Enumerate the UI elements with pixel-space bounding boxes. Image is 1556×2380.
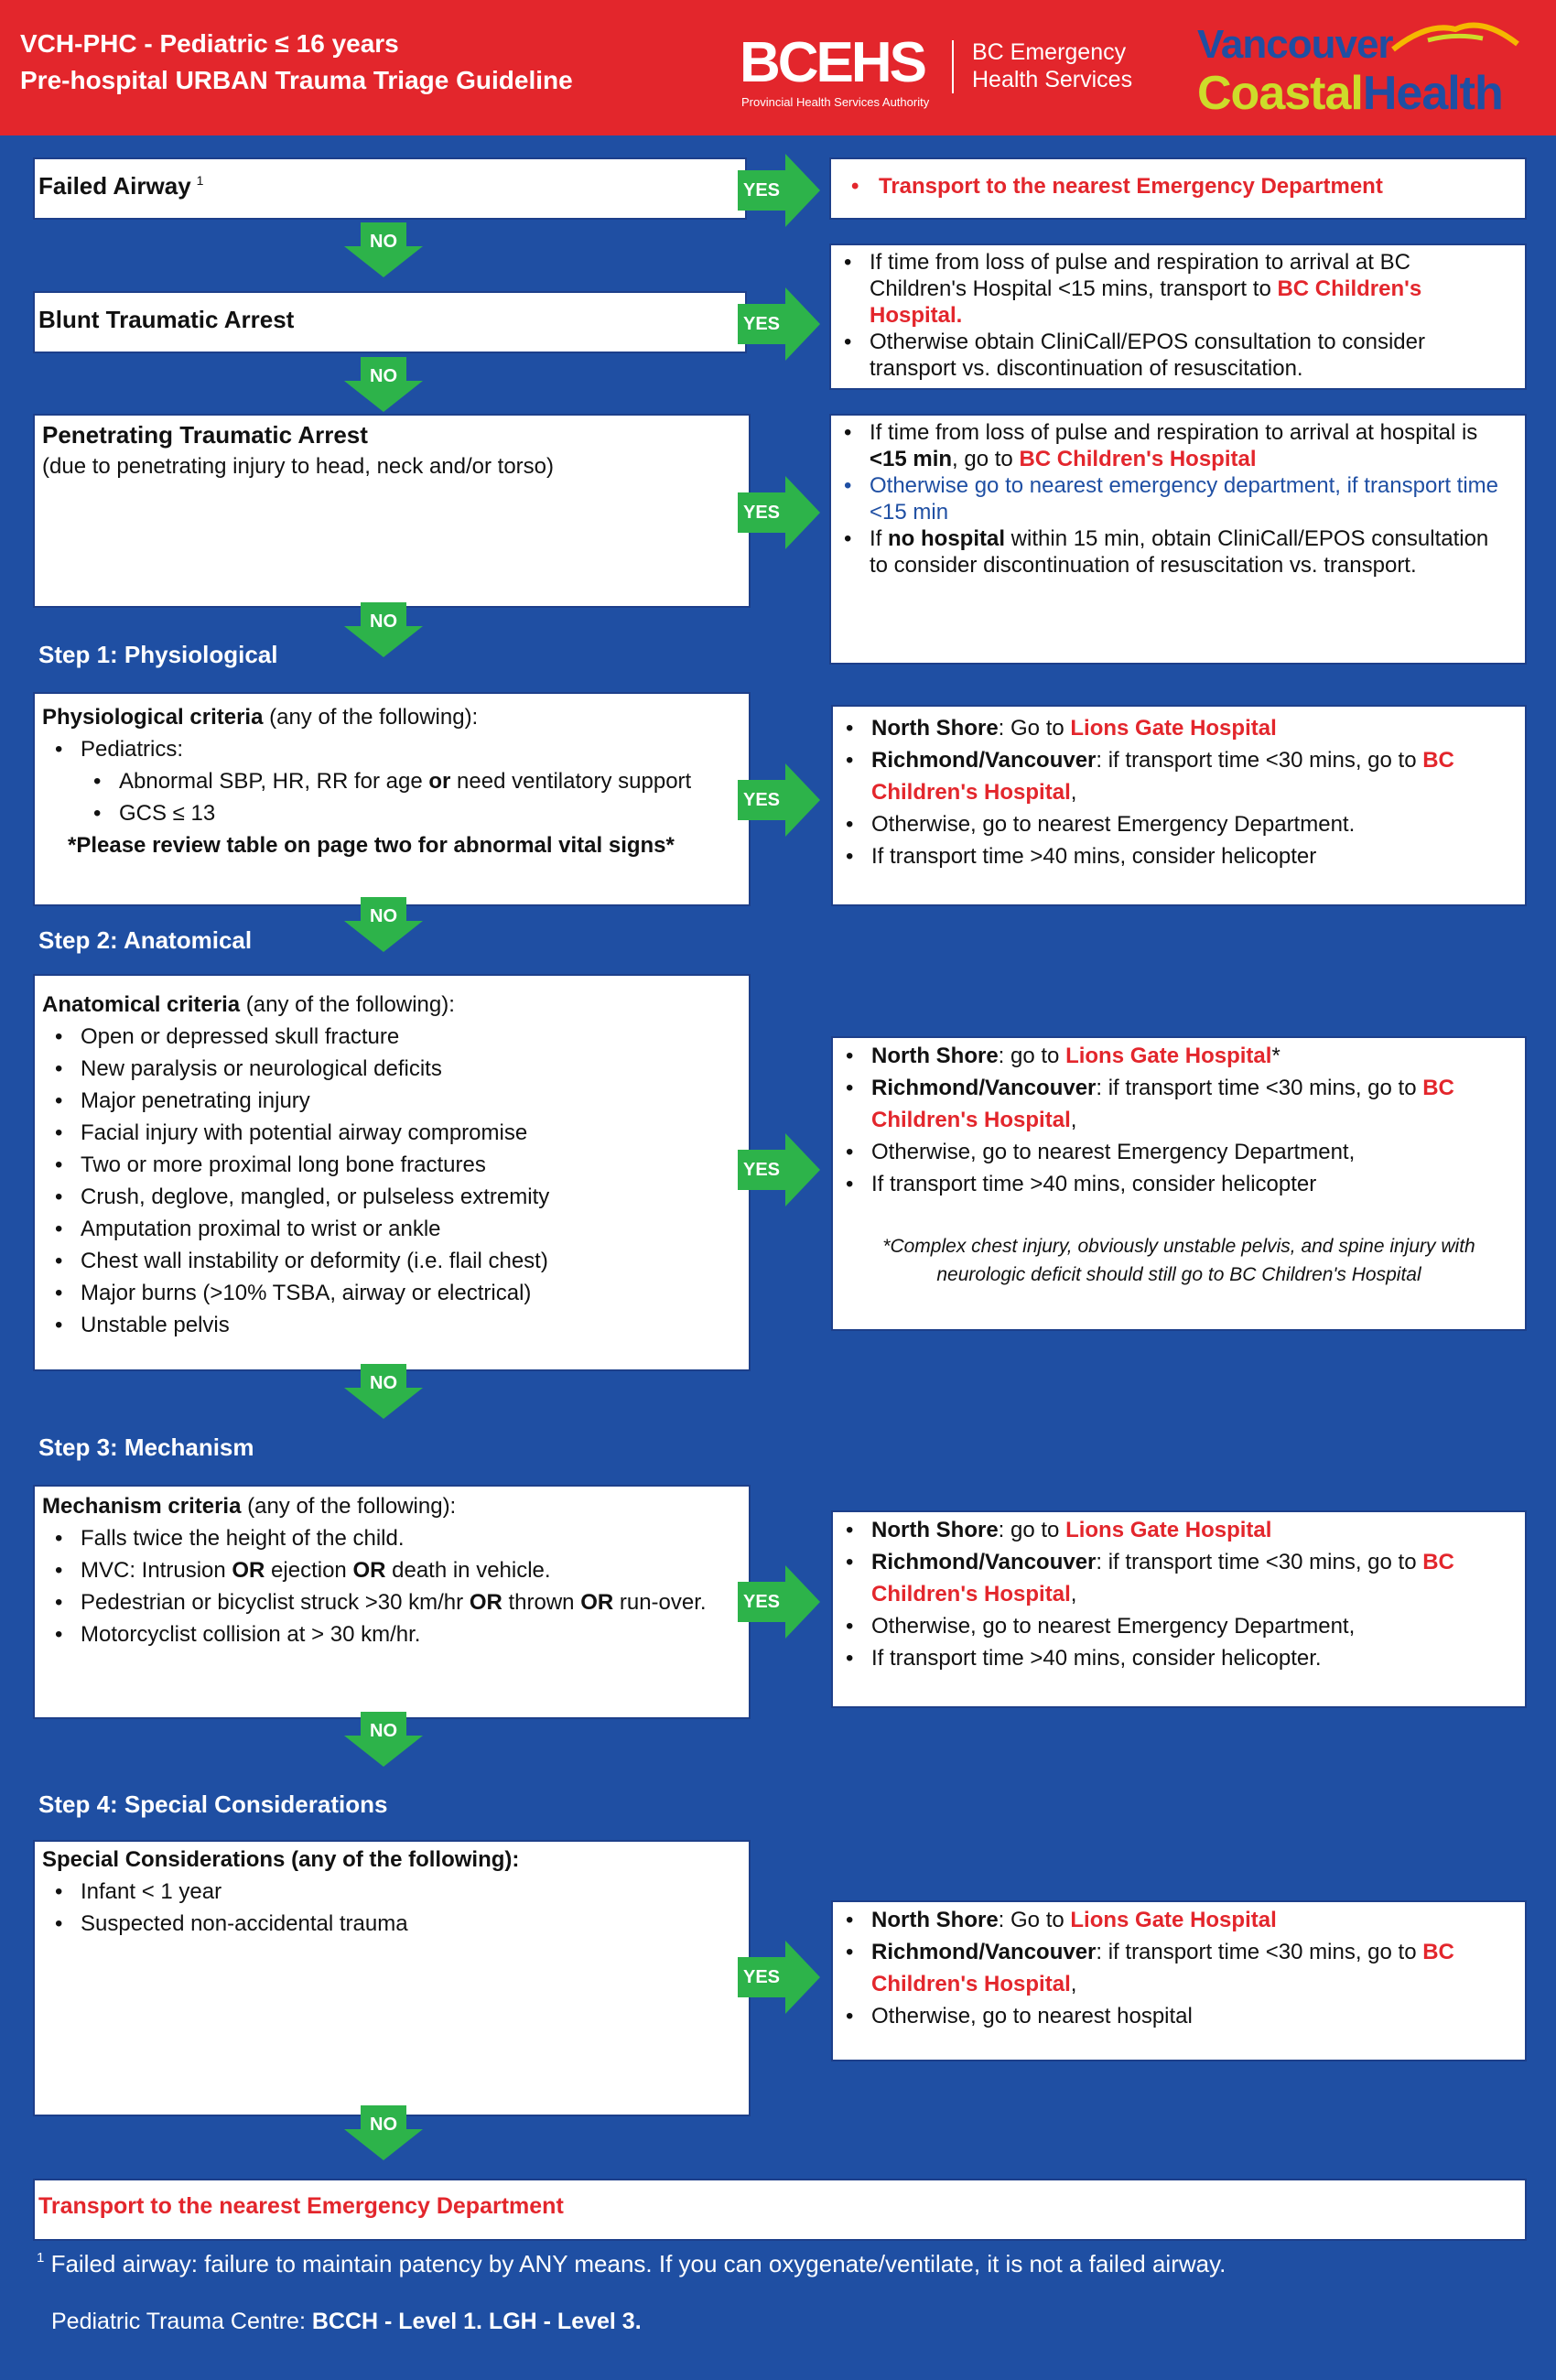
bcehs-logo: BCEHS xyxy=(740,31,925,94)
richmond-vancouver-label: Richmond/Vancouver xyxy=(871,1076,1097,1100)
physiological-title-bold: Physiological criteria xyxy=(42,705,264,730)
penetrating-outcome-1-text: If time from loss of pulse and respiration to arrival at hospital is xyxy=(870,420,1478,445)
anatomical-criteria-list xyxy=(42,1021,549,1341)
yes-label: YES xyxy=(742,789,781,810)
step4-outcome-box xyxy=(831,1900,1527,2061)
ped-or-1: OR xyxy=(469,1590,502,1615)
penetrating-outcome-2: • Otherwise go to nearest emergency department, if transport time <15 min xyxy=(831,472,1508,525)
penetrating-arrest-box xyxy=(33,414,751,608)
vch-logo-line2 xyxy=(1197,66,1503,121)
anatomical-criterion: • Chest wall instability or deformity (i.e. flail chest) xyxy=(42,1245,549,1277)
bc-childrens-link: BC Children's Hospital xyxy=(871,1940,1454,1996)
bc-childrens-link: BC Children's Hospital xyxy=(871,1076,1454,1132)
penetrating-outcome-3-nohosp: no hospital xyxy=(888,526,1006,551)
bcehs-logo-subtitle: Provincial Health Services Authority xyxy=(741,95,930,109)
step1-outcome-2-comma: , xyxy=(1070,780,1077,805)
mechanism-criteria-list xyxy=(42,1522,721,1650)
mvc-text-a: MVC: Intrusion xyxy=(81,1558,232,1583)
no-label: NO xyxy=(370,906,397,926)
no-label: NO xyxy=(370,232,397,252)
failed-airway-outcome: • Transport to the nearest Emergency Department xyxy=(831,170,1525,202)
penetrating-arrest-sub: (due to penetrating injury to head, neck and/or torso) xyxy=(42,454,555,479)
lions-gate-link: Lions Gate Hospital xyxy=(1065,1044,1272,1068)
vch-logo-coastal: Coastal xyxy=(1197,67,1363,120)
step2-outcome-2-text: : if transport time <30 mins, go to xyxy=(1096,1076,1423,1100)
step1-outcome-2-text: : if transport time <30 mins, go to xyxy=(1096,748,1423,773)
step3-outcome-2-text: : if transport time <30 mins, go to xyxy=(1096,1550,1423,1574)
anatomical-criteria-box xyxy=(33,974,751,1371)
physiological-criteria-list xyxy=(42,733,691,829)
step1-outcome-list xyxy=(833,712,1525,872)
anatomical-criterion: • Facial injury with potential airway compromise xyxy=(42,1117,549,1149)
header-banner xyxy=(0,0,1556,135)
step1-heading: Step 1: Physiological xyxy=(38,641,278,668)
anatomical-criterion: • Crush, deglove, mangled, or pulseless extremity xyxy=(42,1181,549,1213)
footnote xyxy=(37,2250,1226,2278)
north-shore-label: North Shore xyxy=(871,1044,999,1068)
step4-outcome-2-text: : if transport time <30 mins, go to xyxy=(1096,1940,1423,1964)
step2-outcome-1-asterisk: * xyxy=(1271,1044,1280,1068)
lions-gate-link: Lions Gate Hospital xyxy=(1070,1908,1277,1932)
footnote-marker-bottom: 1 xyxy=(37,2250,45,2266)
yes-label: YES xyxy=(742,1966,781,1987)
ped-text-a: Pedestrian or bicyclist struck >30 km/hr xyxy=(81,1590,470,1615)
anatomical-criterion: • Amputation proximal to wrist or ankle xyxy=(42,1213,549,1245)
mechanism-criteria-box xyxy=(33,1485,751,1719)
no-label: NO xyxy=(370,2115,397,2135)
step4-heading: Step 4: Special Considerations xyxy=(38,1790,388,1818)
step2-outcome-1-goto: : go to xyxy=(998,1044,1066,1068)
north-shore-label: North Shore xyxy=(871,1908,999,1932)
vch-logo-line1: Vancouver xyxy=(1197,22,1393,67)
step4-outcome-2 xyxy=(833,1936,1514,2000)
step1-outcome-box xyxy=(831,705,1527,906)
richmond-vancouver-label: Richmond/Vancouver xyxy=(871,1940,1097,1964)
step2-note: *Complex chest injury, obviously unstable pelvis, and spine injury with neurologic deficit should still go to BC Children's Hospital xyxy=(882,1236,1475,1285)
no-label: NO xyxy=(370,366,397,386)
step2-outcome-1 xyxy=(833,1040,1514,1072)
step3-outcome-1 xyxy=(833,1514,1514,1546)
no-label: NO xyxy=(370,611,397,632)
penetrating-outcome-3-if: If xyxy=(870,526,889,551)
step1-outcome-3: • Otherwise, go to nearest Emergency Department. xyxy=(833,808,1514,840)
ped-text-e: run-over. xyxy=(613,1590,707,1615)
physiological-criterion-1 xyxy=(42,765,691,797)
step4-outcome-1-goto: : Go to xyxy=(998,1908,1071,1932)
step3-heading: Step 3: Mechanism xyxy=(38,1433,254,1461)
step3-outcome-3: • Otherwise, go to nearest Emergency Department, xyxy=(833,1610,1514,1642)
no-label: NO xyxy=(370,1721,397,1741)
no-arrow-5 xyxy=(344,1364,423,1419)
no-arrow-4 xyxy=(344,897,423,952)
anatomical-criterion: • Major penetrating injury xyxy=(42,1085,549,1117)
step1-outcome-4: • If transport time >40 mins, consider helicopter xyxy=(833,840,1514,872)
step2-outcome-box xyxy=(831,1036,1527,1331)
lions-gate-link: Lions Gate Hospital xyxy=(1070,716,1277,741)
step2-outcome-3: • Otherwise, go to nearest Emergency Department, xyxy=(833,1136,1514,1168)
special-considerations-title xyxy=(42,1844,519,1876)
title-line-1: VCH-PHC - Pediatric ≤ 16 years xyxy=(20,29,399,58)
special-considerations-box xyxy=(33,1840,751,2116)
mechanism-criterion-3 xyxy=(42,1586,721,1618)
anatomical-criterion: • Open or depressed skull fracture xyxy=(42,1021,549,1053)
failed-airway-box xyxy=(33,157,747,220)
physiological-criteria-box xyxy=(33,692,751,906)
step1-outcome-1 xyxy=(833,712,1514,744)
bcehs-name-line1: BC Emergency xyxy=(972,39,1127,65)
failed-airway-outcome-list xyxy=(831,170,1525,202)
no-arrow-1 xyxy=(344,222,423,277)
step1-outcome-2 xyxy=(833,744,1514,808)
yes-label: YES xyxy=(742,179,781,200)
lions-gate-link: Lions Gate Hospital xyxy=(1065,1518,1272,1542)
title-line-2: Pre-hospital URBAN Trauma Triage Guideline xyxy=(20,66,573,94)
yes-arrow-failed-airway xyxy=(738,170,785,211)
step4-outcome-1 xyxy=(833,1904,1514,1936)
anatomical-title xyxy=(42,989,455,1021)
bc-childrens-link: BC Children's Hospital xyxy=(1019,447,1257,471)
ped-text-c: thrown xyxy=(502,1590,581,1615)
penetrating-arrest-label: Penetrating Traumatic Arrest xyxy=(42,421,368,449)
mechanism-title-bold: Mechanism criteria xyxy=(42,1494,242,1519)
anatomical-criterion: • Major burns (>10% TSBA, airway or electrical) xyxy=(42,1277,549,1309)
richmond-vancouver-label: Richmond/Vancouver xyxy=(871,1550,1097,1574)
physiological-criterion-1-a: Abnormal SBP, HR, RR for age xyxy=(119,769,429,794)
vch-mountain-icon xyxy=(1391,13,1519,59)
mechanism-criterion-2 xyxy=(42,1554,721,1586)
trauma-centre-levels xyxy=(51,2309,642,2335)
penetrating-outcome-1-time: <15 min xyxy=(870,447,953,471)
mvc-or-2: OR xyxy=(352,1558,386,1583)
vch-logo-health: Health xyxy=(1362,67,1503,120)
physiological-title-suffix: (any of the following): xyxy=(263,705,479,730)
step1-outcome-1-goto: : Go to xyxy=(998,716,1071,741)
no-arrow-7 xyxy=(344,2105,423,2160)
mvc-or-1: OR xyxy=(232,1558,265,1583)
vital-signs-review-note: *Please review table on page two for abnormal vital signs* xyxy=(68,833,675,858)
step4-outcome-list xyxy=(833,1904,1525,2032)
north-shore-label: North Shore xyxy=(871,1518,999,1542)
physiological-criterion-2: • GCS ≤ 13 xyxy=(42,797,691,829)
anatomical-criterion: • Two or more proximal long bone fractures xyxy=(42,1149,549,1181)
step2-outcome-4: • If transport time >40 mins, consider helicopter xyxy=(833,1168,1514,1200)
yes-arrow-penetrating xyxy=(738,492,785,533)
bc-childrens-link: BC Children's Hospital xyxy=(871,1550,1454,1606)
trauma-centre-prefix: Pediatric Trauma Centre: xyxy=(51,2309,312,2334)
special-criterion-2: • Suspected non-accidental trauma xyxy=(42,1908,408,1940)
physiological-criterion-1-or: or xyxy=(428,769,451,794)
yes-label: YES xyxy=(742,1159,781,1180)
blunt-arrest-outcome-list xyxy=(831,249,1525,382)
yes-label: YES xyxy=(742,313,781,334)
footnote-text: Failed airway: failure to maintain patency by ANY means. If you can oxygenate/ventilate, it is not a failed airway. xyxy=(44,2250,1226,2277)
anatomical-criterion: • Unstable pelvis xyxy=(42,1309,549,1341)
penetrating-outcome-3-text: within 15 min, obtain CliniCall/EPOS consultation to consider discontinuation of resuscitation vs. transport. xyxy=(870,526,1489,578)
special-criterion-1: • Infant < 1 year xyxy=(42,1876,408,1908)
penetrating-outcome-1-goto: , go to xyxy=(952,447,1020,471)
penetrating-outcome-1 xyxy=(831,419,1508,472)
anatomical-title-bold: Anatomical criteria xyxy=(42,992,241,1017)
final-outcome: Transport to the nearest Emergency Department xyxy=(38,2193,564,2219)
step2-outcome-2 xyxy=(833,1072,1514,1136)
penetrating-outcome-list xyxy=(831,419,1525,579)
special-title-suffix: : xyxy=(512,1847,520,1872)
step2-heading: Step 2: Anatomical xyxy=(38,926,253,954)
yes-arrow-step3 xyxy=(738,1582,785,1622)
special-title-text: Special Considerations (any of the following) xyxy=(42,1847,513,1872)
yes-arrow-step2 xyxy=(738,1150,785,1190)
blunt-arrest-label: Blunt Traumatic Arrest xyxy=(38,306,295,333)
mechanism-title-suffix: (any of the following): xyxy=(241,1494,457,1519)
physiological-title xyxy=(42,701,478,733)
blunt-arrest-outcome-box xyxy=(829,243,1527,390)
bc-childrens-link: BC Children's Hospital xyxy=(871,748,1454,805)
step4-outcome-3: • Otherwise, go to nearest hospital xyxy=(833,2000,1514,2032)
mvc-text-c: ejection xyxy=(265,1558,353,1583)
mechanism-title xyxy=(42,1490,456,1522)
step2-outcome-2-comma: , xyxy=(1070,1108,1077,1132)
blunt-outcome-1-text: If time from loss of pulse and respiration to arrival at BC Children's Hospital <15 mins, transport to xyxy=(870,250,1410,301)
no-arrow-2 xyxy=(344,357,423,412)
no-label: NO xyxy=(370,1373,397,1393)
anatomical-title-suffix: (any of the following): xyxy=(240,992,455,1017)
failed-airway-label: Failed Airway xyxy=(38,172,191,200)
pediatrics-item: • Pediatrics: xyxy=(42,733,691,765)
step3-outcome-list xyxy=(833,1514,1525,1674)
blunt-outcome-2: • Otherwise obtain CliniCall/EPOS consultation to consider transport vs. discontinuation of resuscitation. xyxy=(831,329,1508,382)
physiological-criterion-1-c: need ventilatory support xyxy=(450,769,692,794)
mechanism-criterion-1: • Falls twice the height of the child. xyxy=(42,1522,721,1554)
step3-outcome-2-comma: , xyxy=(1070,1582,1077,1606)
blunt-arrest-box xyxy=(33,291,747,353)
step3-outcome-4: • If transport time >40 mins, consider helicopter. xyxy=(833,1642,1514,1674)
trauma-centre-levels-text: BCCH - Level 1. LGH - Level 3. xyxy=(311,2309,642,2334)
logo-divider xyxy=(952,40,954,93)
no-arrow-6 xyxy=(344,1712,423,1767)
failed-airway-label-wrap xyxy=(38,172,203,200)
ped-or-2: OR xyxy=(580,1590,614,1615)
yes-arrow-blunt xyxy=(738,304,785,344)
no-arrow-3 xyxy=(344,602,423,657)
north-shore-label: North Shore xyxy=(871,716,999,741)
step3-outcome-1-goto: : go to xyxy=(998,1518,1066,1542)
blunt-outcome-1 xyxy=(831,249,1508,329)
footnote-marker: 1 xyxy=(196,173,204,189)
special-considerations-list xyxy=(42,1876,408,1940)
bcehs-name xyxy=(972,38,1132,93)
penetrating-outcome-box xyxy=(829,414,1527,665)
final-outcome-box xyxy=(33,2179,1527,2241)
yes-label: YES xyxy=(742,1591,781,1612)
yes-arrow-step1 xyxy=(738,780,785,820)
richmond-vancouver-label: Richmond/Vancouver xyxy=(871,748,1097,773)
step2-outcome-list xyxy=(833,1040,1525,1200)
yes-label: YES xyxy=(742,502,781,523)
bc-childrens-link: BC Children's Hospital. xyxy=(870,276,1422,328)
bcehs-name-line2: Health Services xyxy=(972,67,1133,92)
step3-outcome-box xyxy=(831,1510,1527,1708)
penetrating-outcome-3 xyxy=(831,525,1508,579)
yes-arrow-step4 xyxy=(738,1957,785,1997)
step3-outcome-2 xyxy=(833,1546,1514,1610)
anatomical-criterion: • New paralysis or neurological deficits xyxy=(42,1053,549,1085)
step4-outcome-2-comma: , xyxy=(1070,1972,1077,1996)
mechanism-criterion-4: • Motorcyclist collision at > 30 km/hr. xyxy=(42,1618,721,1650)
mvc-text-e: death in vehicle. xyxy=(385,1558,551,1583)
failed-airway-outcome-box xyxy=(829,157,1527,220)
